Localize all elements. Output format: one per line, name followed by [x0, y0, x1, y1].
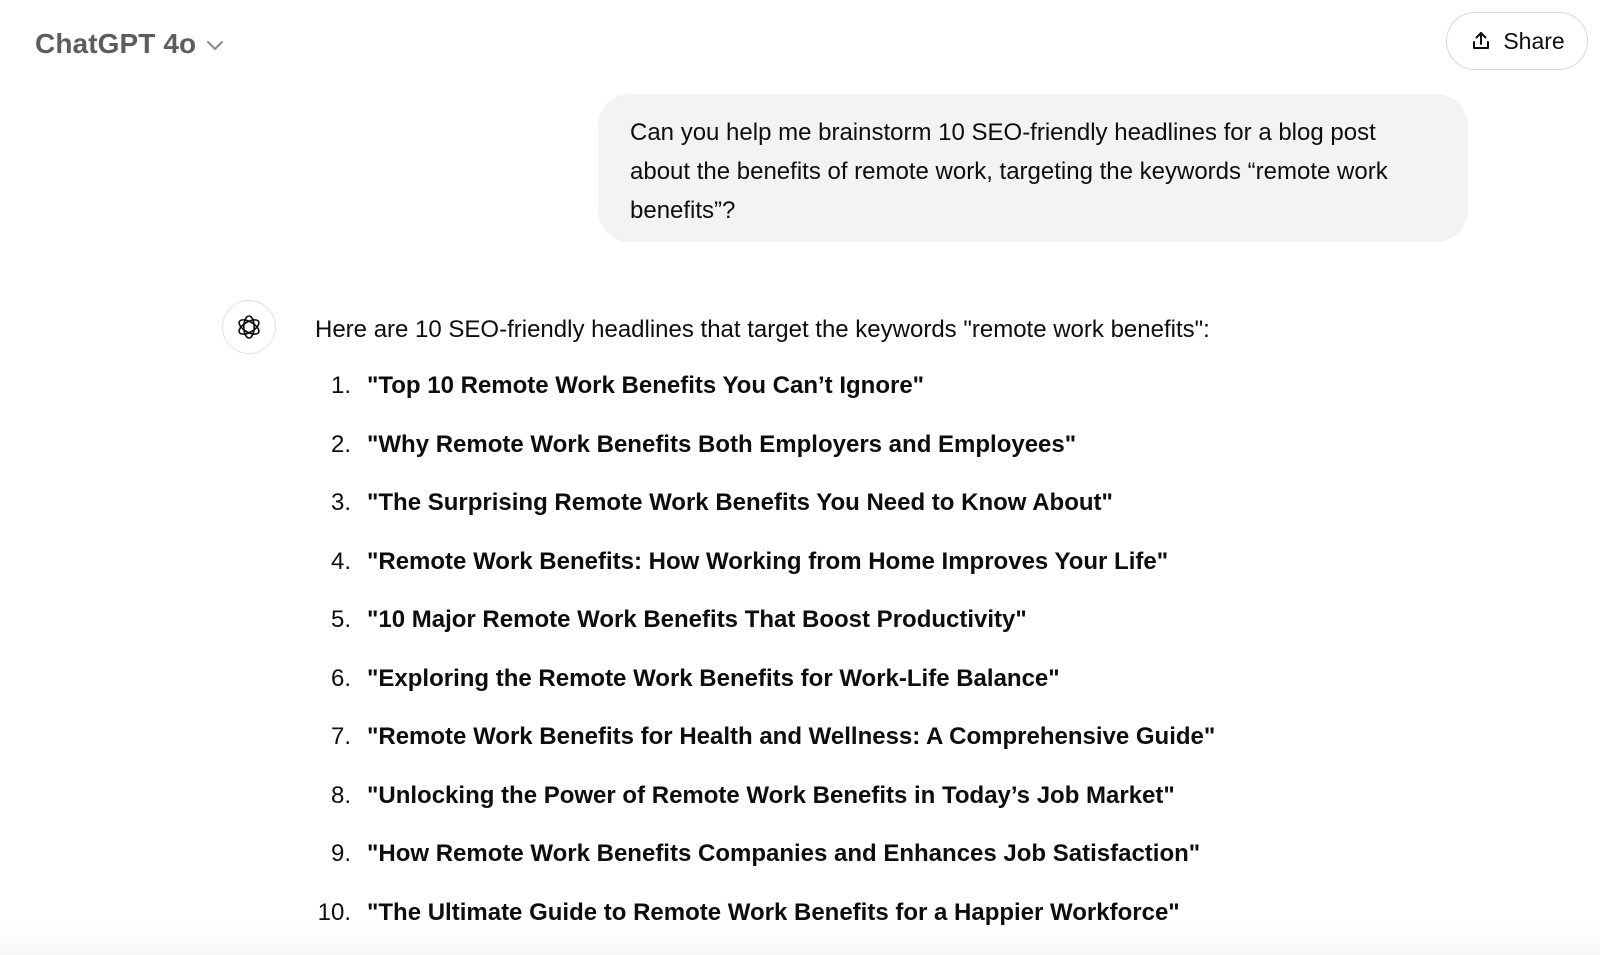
assistant-message	[315, 312, 1415, 953]
bottom-fade	[0, 925, 1600, 955]
model-selector[interactable]	[35, 24, 226, 64]
upload-icon	[1469, 29, 1493, 53]
headline-text: "Why Remote Work Benefits Both Employers and Employees"	[367, 430, 1077, 458]
headline-text: "The Surprising Remote Work Benefits You Need to Know About"	[367, 489, 1113, 516]
list-number: 8.	[330, 781, 351, 809]
headline-text: "How Remote Work Benefits Companies and Enhances Job Satisfaction"	[367, 840, 1201, 867]
chevron-down-icon	[204, 35, 226, 57]
headline-text: "The Ultimate Guide to Remote Work Benefits for a Happier Workforce"	[367, 898, 1180, 926]
list-item	[315, 544, 1415, 603]
user-message-text: Can you help me brainstorm 10 SEO-friendly headlines for a blog post about the benefits of remote work, targeting the keywords “remote work benefits”?	[630, 119, 1388, 224]
list-number: 6.	[330, 664, 351, 692]
list-number: 3.	[330, 489, 351, 516]
list-number: 4.	[330, 547, 351, 575]
headline-text: "Top 10 Remote Work Benefits You Can’t Ignore"	[367, 372, 925, 399]
headline-list	[315, 368, 1415, 953]
headline-text: "Unlocking the Power of Remote Work Benefits in Today’s Job Market"	[367, 781, 1175, 809]
list-item	[315, 778, 1415, 837]
list-item	[315, 602, 1415, 661]
list-number: 5.	[330, 606, 351, 633]
share-label: Share	[1503, 27, 1565, 54]
list-number: 10.	[317, 898, 351, 926]
headline-text: "Exploring the Remote Work Benefits for Work-Life Balance"	[367, 664, 1060, 692]
list-item	[315, 719, 1415, 778]
list-number: 2.	[330, 430, 351, 458]
list-number: 9.	[330, 840, 351, 867]
share-button[interactable]	[1446, 12, 1588, 70]
list-item	[315, 368, 1415, 427]
list-item	[315, 836, 1415, 895]
top-header	[0, 0, 1600, 88]
headline-text: "10 Major Remote Work Benefits That Boost Productivity"	[367, 606, 1027, 633]
list-number: 7.	[330, 723, 351, 750]
list-item	[315, 661, 1415, 720]
user-message-bubble	[598, 94, 1468, 242]
headline-text: "Remote Work Benefits for Health and Wellness: A Comprehensive Guide"	[367, 723, 1216, 750]
headline-text: "Remote Work Benefits: How Working from Home Improves Your Life"	[367, 547, 1169, 575]
assistant-intro-text: Here are 10 SEO-friendly headlines that target the keywords "remote work benefits":	[315, 316, 1210, 343]
model-name: ChatGPT 4o	[35, 28, 197, 59]
list-item	[315, 427, 1415, 486]
list-item	[315, 485, 1415, 544]
list-number: 1.	[330, 372, 351, 399]
openai-logo-icon	[222, 300, 276, 354]
